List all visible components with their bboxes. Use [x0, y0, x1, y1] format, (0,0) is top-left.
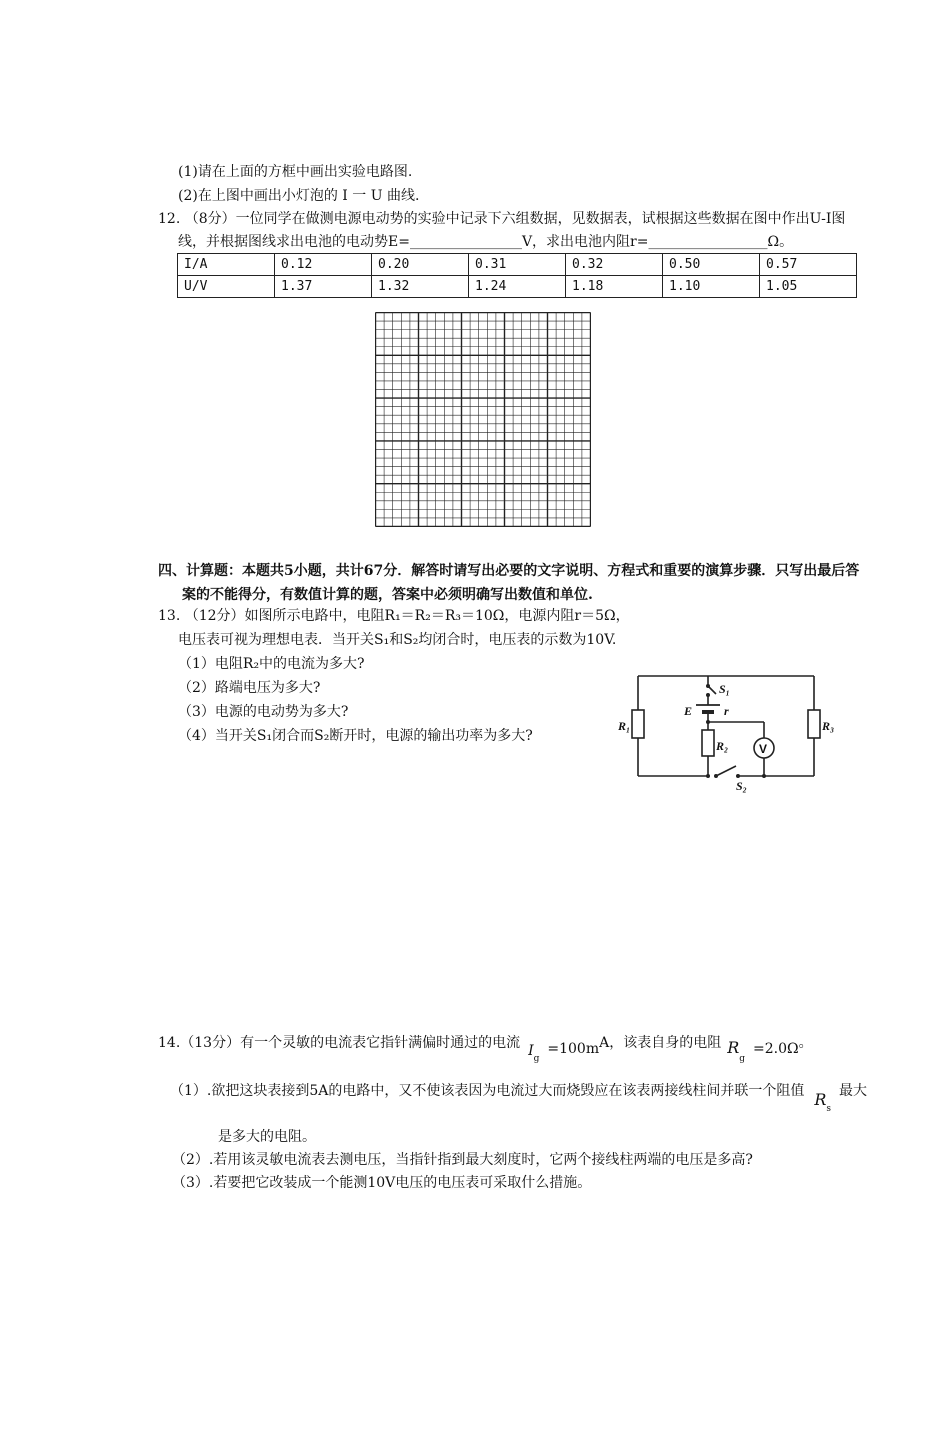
table-cell: 1.05: [760, 276, 857, 298]
label-r: r: [724, 704, 729, 718]
label-s1: S₁: [719, 682, 730, 696]
q14-sub-1: [170, 1080, 868, 1114]
table-row: [178, 254, 857, 276]
section-4-heading-line-2: 案的不能得分，有数值计算的题，答案中必须明确写出数值和单位.: [182, 587, 593, 603]
q14-line-1: [158, 1032, 813, 1064]
q11-item-1: (1)请在上面的方框中画出实验电路图.: [178, 164, 413, 180]
q13-sub-1: （1）电阻R₂中的电流为多大?: [178, 656, 365, 672]
q14-line-1-text-b: A，该表自身的电阻: [599, 1035, 722, 1051]
label-r3: R₃: [822, 719, 835, 733]
q14-sub-2: （2）.若用该灵敏电流表去测电压，当指针指到最大刻度时，它两个接线柱两端的电压是多高?: [172, 1152, 753, 1168]
label-e: E: [684, 704, 693, 718]
label-s2: S₂: [736, 779, 747, 793]
table-cell: 1.32: [372, 276, 469, 298]
q12-line-2: 线，并根据图线求出电池的电动势E=________________V，求出电池内阻r=_________________Ω。: [178, 234, 794, 250]
rg-symbol: R: [727, 1038, 740, 1057]
q12-line-1: 12. （8分）一位同学在做测电源电动势的实验中记录下六组数据，见数据表，试根据这些数据在图中作出U-I图: [158, 211, 846, 227]
q14-sub-1-continued: 是多大的电阻。: [218, 1129, 316, 1145]
table-row: [178, 276, 857, 298]
label-voltmeter: V: [759, 742, 768, 756]
table-cell: I/A: [178, 254, 275, 276]
q12-data-table: [177, 253, 857, 298]
rs-symbol: R: [814, 1090, 827, 1109]
q13-line-1: 13. （12分）如图所示电路中，电阻R₁＝R₂＝R₃＝10Ω，电源内阻r＝5Ω，: [158, 608, 630, 624]
table-cell: 0.57: [760, 254, 857, 276]
table-cell: U/V: [178, 276, 275, 298]
rg-value: =2.0Ω: [753, 1041, 799, 1057]
ig-subscript: g: [533, 1053, 540, 1064]
ig-value: =100m: [547, 1041, 600, 1057]
graph-paper-grid[interactable]: [375, 312, 591, 527]
circuit-diagram: [616, 668, 836, 793]
table-cell: 0.31: [469, 254, 566, 276]
rg-subscript: g: [739, 1053, 746, 1064]
q11-item-2: (2)在上图中画出小灯泡的 I 一 U 曲线.: [178, 188, 420, 204]
q14-line-1-text: 14.（13分）有一个灵敏的电流表它指针满偏时通过的电流: [158, 1035, 521, 1051]
section-4-heading-line-1: 四、计算题：本题共5小题，共计67分．解答时请写出必要的文字说明、方程式和重要的演算步骤．只写出最后答: [158, 563, 860, 579]
ig-symbol: I: [528, 1043, 534, 1059]
q14-line-1-end: 。: [798, 1035, 813, 1051]
table-cell: 1.10: [663, 276, 760, 298]
rs-subscript: s: [826, 1103, 832, 1114]
label-r1: R₁: [618, 719, 631, 733]
label-r2: R₂: [716, 739, 729, 753]
table-cell: 1.24: [469, 276, 566, 298]
table-cell: 1.37: [275, 276, 372, 298]
q14-sub-3: （3）.若要把它改装成一个能测10V电压的电压表可采取什么措施。: [172, 1175, 592, 1191]
table-cell: 0.32: [566, 254, 663, 276]
q14-sub-1-end: 最大: [839, 1083, 868, 1099]
table-cell: 0.12: [275, 254, 372, 276]
table-cell: 0.50: [663, 254, 760, 276]
q13-sub-2: （2）路端电压为多大?: [178, 680, 321, 696]
q13-line-2: 电压表可视为理想电表．当开关S₁和S₂均闭合时，电压表的示数为10V.: [178, 632, 617, 648]
table-cell: 1.18: [566, 276, 663, 298]
q13-sub-3: （3）电源的电动势为多大?: [178, 704, 349, 720]
q14-sub-1-text: （1）.欲把这块表接到5A的电路中，又不使该表因为电流过大而烧毁应在该表两接线柱间并联一个阻值: [170, 1083, 805, 1099]
table-cell: 0.20: [372, 254, 469, 276]
q13-sub-4: （4）当开关S₁闭合而S₂断开时，电源的输出功率为多大?: [178, 728, 533, 744]
